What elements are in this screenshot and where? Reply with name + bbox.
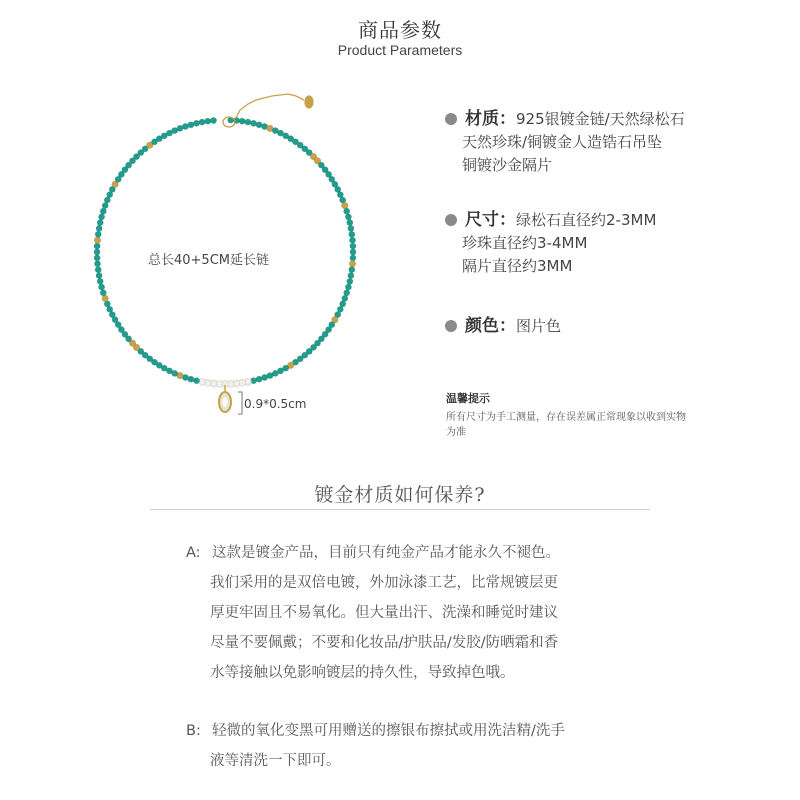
bead: [344, 208, 350, 214]
param-key: 尺寸：: [465, 210, 516, 230]
bead: [193, 378, 199, 384]
param-value: 绿松石直径约2-3MM: [516, 211, 657, 229]
care-section-title: 镀金材质如何保养?: [314, 484, 486, 506]
bead: [188, 122, 194, 128]
answer-line: 轻微的氧化变黑可用赠送的擦银布擦拭或用洗洁精/洗手: [212, 723, 565, 739]
reminder-title: 温馨提示: [446, 392, 490, 405]
bead: [245, 119, 251, 125]
bead: [99, 284, 105, 290]
param-material: [445, 108, 685, 177]
bead: [250, 120, 256, 126]
answer-line: 水等接触以免影响镀层的持久性，导致掉色哦。: [210, 665, 515, 681]
bead: [97, 220, 103, 226]
bead: [345, 214, 351, 220]
bead: [96, 273, 102, 279]
bead: [348, 273, 354, 279]
page-subtitle: Product Parameters: [337, 42, 463, 58]
bead: [239, 118, 245, 124]
bead: [348, 225, 354, 231]
bead: [94, 261, 100, 267]
bead: [100, 290, 106, 296]
param-value: 图片色: [516, 317, 562, 335]
answer-b: [186, 716, 626, 776]
param-value: 铜镀沙金隔片: [462, 156, 553, 174]
param-key: 材质：: [465, 109, 516, 129]
bead: [349, 237, 355, 243]
bead: [97, 278, 103, 284]
bead: [350, 243, 356, 249]
answer-line: 我们采用的是双倍电镀，外加泳漆工艺，比常规镀层更: [210, 575, 558, 591]
bead: [205, 118, 211, 124]
param-key: 颜色：: [465, 316, 516, 336]
param-color: [445, 315, 561, 338]
bead: [344, 290, 350, 296]
bead: [193, 120, 199, 126]
reminder-text: 所有尺寸为手工测量，存在误差属正常现象以收到实物为准: [446, 412, 686, 438]
bullet-icon: [445, 113, 457, 125]
answer-line: 液等清洗一下即可。: [210, 753, 341, 769]
bead: [100, 208, 106, 214]
bead: [199, 379, 206, 386]
answer-letter: B:: [186, 723, 201, 739]
param-size: [445, 209, 656, 278]
bullet-icon: [445, 320, 457, 332]
bead: [256, 376, 262, 382]
bead: [94, 237, 101, 244]
bead: [96, 225, 102, 231]
bead: [350, 249, 356, 255]
bead: [94, 249, 100, 255]
bead: [95, 267, 101, 273]
bead: [94, 243, 100, 249]
param-value: 隔片直径约3MM: [462, 257, 573, 275]
bead: [345, 284, 351, 290]
param-value: 925银镀金链/天然绿松石: [516, 110, 685, 128]
param-value: 珍珠直径约3-4MM: [462, 234, 588, 252]
bead: [347, 220, 353, 226]
answer-a: [186, 538, 626, 688]
bead: [349, 231, 355, 237]
param-value: 天然珍珠/铜镀金人造锆石吊坠: [462, 133, 663, 151]
bullet-icon: [445, 214, 457, 226]
pendant: [219, 385, 231, 412]
bead: [210, 117, 216, 123]
bead: [349, 267, 355, 273]
answer-line: 尽量不要佩戴；不要和化妆品/护肤品/发胶/防晒霜和香: [210, 635, 559, 651]
answer-letter: A:: [186, 545, 201, 561]
bead: [94, 255, 100, 261]
answer-line: 这款是镀金产品，目前只有纯金产品才能永久不褪色。: [212, 545, 560, 561]
page-title: 商品参数: [358, 18, 442, 42]
divider: [150, 509, 650, 510]
pendant-size-bracket: [238, 392, 242, 414]
bead: [349, 261, 356, 268]
bead: [350, 255, 356, 261]
length-label: 总长40+5CM延长链: [148, 253, 269, 268]
bead: [199, 119, 205, 125]
bead: [99, 214, 105, 220]
answer-line: 厚更牢固且不易氧化。但大量出汗、洗澡和睡觉时建议: [210, 605, 558, 621]
bead: [95, 231, 101, 237]
bead: [347, 278, 353, 284]
pendant-size-label: 0.9*0.5cm: [244, 397, 307, 411]
